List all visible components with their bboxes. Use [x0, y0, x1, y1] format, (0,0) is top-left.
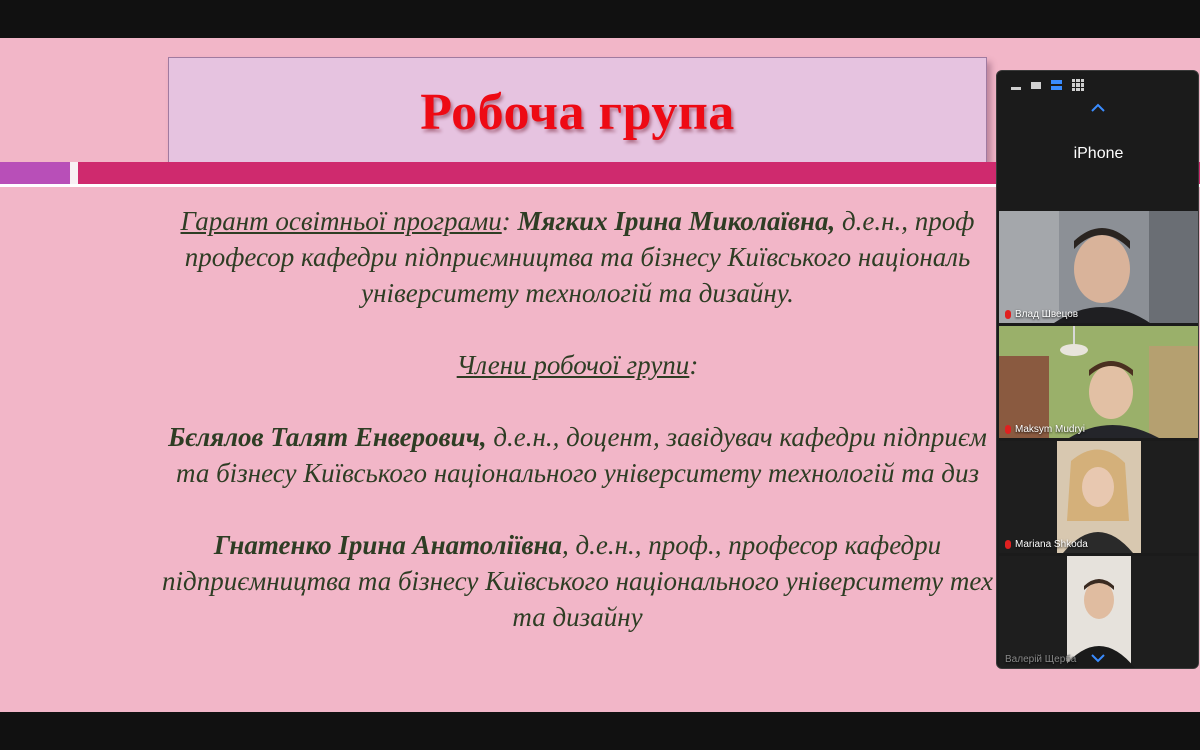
spacer: [40, 491, 1115, 527]
participant-video-mariana: [999, 441, 1198, 553]
participant-video-maksym: [999, 326, 1198, 438]
gallery-view-icon[interactable]: [1072, 79, 1084, 91]
member2-name: Гнатенко Ірина Анатоліївна: [213, 530, 562, 560]
participant-label: [1005, 309, 1078, 320]
chevron-down-icon[interactable]: [1089, 651, 1107, 665]
participant-center-name: iPhone: [1073, 145, 1124, 162]
participant-label: [1005, 654, 1076, 665]
member1-line-2: та бізнесу Київського національного університету технологій та диз: [176, 458, 979, 488]
member2-line1-rest: , д.е.н., проф., професор кафедри: [562, 530, 942, 560]
member2-line-2: підприємництва та бізнесу Київського національного університету тех: [162, 566, 993, 596]
participant-tile-mariana[interactable]: [999, 441, 1198, 553]
minimize-icon[interactable]: [1011, 87, 1021, 90]
guarantor-line-1: [40, 203, 1115, 239]
top-letterbox-bar: [0, 0, 1200, 38]
participant-video-vlad: [999, 211, 1198, 323]
guarantor-label: Гарант освітньої програми: [180, 206, 502, 236]
mic-muted-icon: [1005, 540, 1011, 549]
members-heading-colon: :: [689, 350, 699, 380]
member1-line-1: [40, 419, 1115, 455]
guarantor-name: Мягких Ірина Миколаївна,: [517, 206, 836, 236]
guarantor-line-2: професор кафедри підприємництва та бізнесу Київського національ: [184, 242, 971, 272]
slide-title-box: [168, 57, 987, 167]
guarantor-line-3: університету технологій та дизайну.: [361, 278, 794, 308]
participant-name: Влад Швецов: [1015, 309, 1079, 320]
slide-body: [40, 203, 1115, 635]
mic-muted-icon: [1005, 425, 1011, 434]
members-heading: Члени робочої групи: [456, 350, 690, 380]
participant-tile-maksym[interactable]: [999, 326, 1198, 438]
speaker-view-icon[interactable]: [1051, 80, 1062, 90]
spacer: [40, 383, 1115, 419]
member1-line1-rest: д.е.н., доцент, завідувач кафедри підприєм: [486, 422, 987, 452]
guarantor-degree: д.е.н., проф: [835, 206, 975, 236]
participant-name: Maksym Mudryi: [1015, 424, 1086, 435]
accent-bar-gap: [70, 162, 78, 184]
participant-name: Mariana Shkoda: [1015, 539, 1088, 550]
slide-title: Робоча група: [420, 83, 735, 141]
participant-label: [1005, 539, 1088, 550]
single-view-icon[interactable]: [1031, 82, 1041, 89]
accent-bar-purple: [0, 162, 70, 184]
participants-video-panel: [996, 70, 1199, 669]
member1-name: Бєлялов Талят Енверович,: [168, 422, 487, 452]
member2-line-3: та дизайну: [512, 602, 643, 632]
mic-muted-icon: [1005, 310, 1011, 319]
member2-line-1: [40, 527, 1115, 563]
members-heading-line: [40, 347, 1115, 383]
chevron-up-icon[interactable]: [1089, 101, 1107, 115]
participant-name: Валерій Щерба: [1005, 654, 1077, 665]
participant-tile-vlad[interactable]: [999, 211, 1198, 323]
panel-view-toolbar: [997, 71, 1199, 99]
participant-label: [1005, 424, 1085, 435]
guarantor-colon: :: [501, 206, 511, 236]
spacer: [40, 311, 1115, 347]
bottom-letterbox-bar: [0, 712, 1200, 750]
